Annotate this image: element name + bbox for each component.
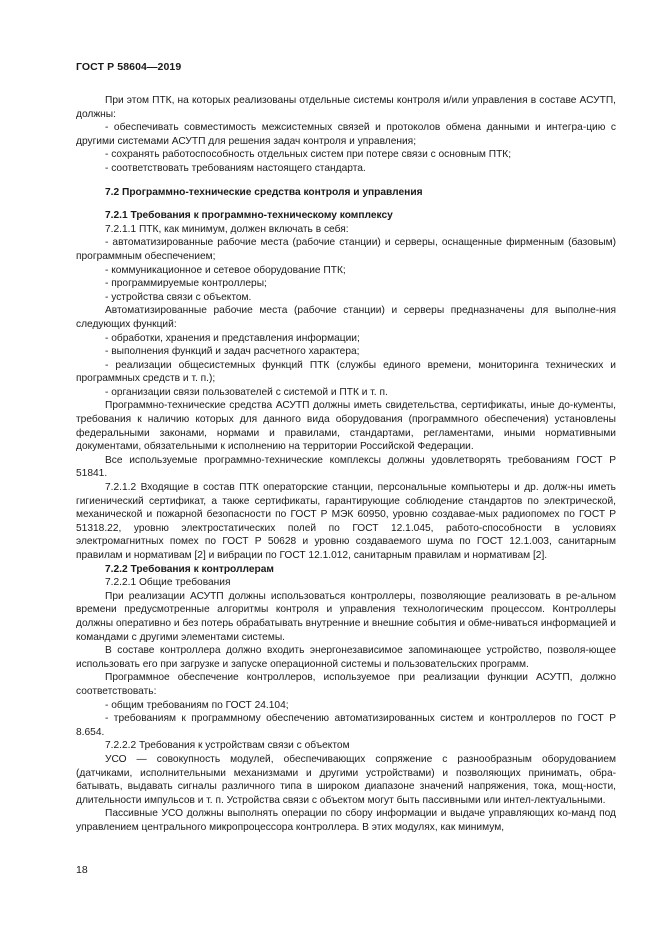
list-item: - обеспечивать совместимость межсистемных связей и протоколов обмена данными и интегра-цию с другими системами АСУТП для решения задач контроля и управления; bbox=[76, 122, 616, 147]
paragraph: УСО — совокупность модулей, обеспечивающих сопряжение с разнообразным оборудованием (датчиками, исполнительными механизмами и другими устройствами) и позволяющих принимать, обра-батывать, выдавать сигналы различного типа в широком диапазоне значений напряжения, тока, мощ-ности, длительности импульсов и т. п. Устройства связи с объектом могут быть пассивными или интел-лектуальными. bbox=[76, 753, 616, 806]
paragraph: Все используемые программно-технические комплексы должны удовлетворять требованиям ГОСТ Р 51841. bbox=[76, 454, 616, 480]
paragraph: Программное обеспечение контроллеров, используемое при реализации функции АСУТП, должно соответствовать: bbox=[76, 672, 616, 697]
page-body bbox=[76, 94, 616, 834]
paragraph: В составе контроллера должно входить энергонезависимое запоминающее устройство, позволя-ющее использовать его при загрузке и запуске операционной системы и пользовательских программ. bbox=[76, 645, 616, 670]
page-number: 18 bbox=[76, 864, 88, 876]
paragraph: 7.2.1.1 ПТК, как минимум, должен включать в себя: bbox=[105, 223, 349, 235]
list-item: - требованиям к программному обеспечению автоматизированных систем и контроллеров по ГОСТ Р 8.654. bbox=[76, 713, 616, 738]
paragraph: Пассивные УСО должны выполнять операции по сбору информации и выдаче управляющих ко-манд под управлением центрального микропроцессора контроллера. В этих модулях, как минимум, bbox=[76, 808, 616, 833]
paragraph: 7.2.1.2 Входящие в состав ПТК операторские станции, персональные компьютеры и др. долж-ны иметь гигиенический сертификат, а также сертификаты, гарантирующие соблюдение стандартов по электрической, механической и пожарной безопасности по ГОСТ Р МЭК 60950, уровню создавае-мых радиопомех по ГОСТ Р 51318.22, уровню электростатических полей по ГОСТ 12.1.045, работо-способности в условиях электромагнитных помех по ГОСТ Р 50628 и уровню создаваемого шума по ГОСТ 12.1.003, санитарным правилам и нормативам [2] и вибрации по ГОСТ 12.1.012, санитарным правилам и нормативам [2]. bbox=[76, 482, 616, 561]
subsection-heading: 7.2.2 Требования к контроллерам bbox=[105, 563, 274, 575]
clause-heading: 7.2.2.1 Общие требования bbox=[105, 577, 231, 589]
section-heading: 7.2 Программно-технические средства контроля и управления bbox=[105, 186, 423, 198]
list-item: - выполнения функций и задач расчетного характера; bbox=[105, 346, 360, 358]
list-item: - обработки, хранения и представления информации; bbox=[105, 332, 360, 344]
list-item: - программируемые контроллеры; bbox=[105, 278, 267, 290]
list-item: - сохранять работоспособность отдельных систем при потере связи с основным ПТК; bbox=[105, 149, 512, 161]
subsection-heading: 7.2.1 Требования к программно-техническому комплексу bbox=[105, 210, 393, 222]
document-header: ГОСТ Р 58604—2019 bbox=[76, 61, 182, 73]
paragraph: При этом ПТК, на которых реализованы отдельные системы контроля и/или управления в составе АСУТП, должны: bbox=[76, 95, 616, 120]
list-item: - реализации общесистемных функций ПТК (службы единого времени, мониторинга технических и программных средств и т. п.); bbox=[76, 359, 616, 385]
paragraph: При реализации АСУТП должны использоваться контроллеры, позволяющие реализовать в ре-альном времени предусмотренные алгоритмы контроля и управления технологическим процессом. Контроллеры должны оперативно и без потерь обрабатывать внутренние и внешние события и обме-ниваться информацией и командами с другими элементами системы. bbox=[76, 590, 616, 643]
list-item: - коммуникационное и сетевое оборудование ПТК; bbox=[105, 264, 346, 276]
paragraph: Программно-технические средства АСУТП должны иметь свидетельства, сертификаты, иные до-кументы, требования к наличию которых для данного вида оборудования (программного обеспечения) установлены федеральными законами, нормами и правилами, стандартами, регламентами, иными нормативными документами, обязательными к исполнению на территории Российской Федерации. bbox=[76, 400, 616, 453]
list-item: - соответствовать требованиям настоящего стандарта. bbox=[105, 162, 366, 174]
list-item: - устройства связи с объектом. bbox=[105, 291, 252, 303]
clause-heading: 7.2.2.2 Требования к устройствам связи с объектом bbox=[105, 740, 350, 752]
list-item: - автоматизированные рабочие места (рабочие станции) и серверы, оснащенные фирменным (базовым) программным обеспечением; bbox=[76, 237, 616, 262]
list-item: - общим требованиям по ГОСТ 24.104; bbox=[105, 699, 289, 711]
paragraph: Автоматизированные рабочие места (рабочие станции) и серверы предназначены для выполне-ния следующих функций: bbox=[76, 305, 616, 330]
list-item: - организации связи пользователей с системой и ПТК и т. п. bbox=[105, 386, 388, 398]
